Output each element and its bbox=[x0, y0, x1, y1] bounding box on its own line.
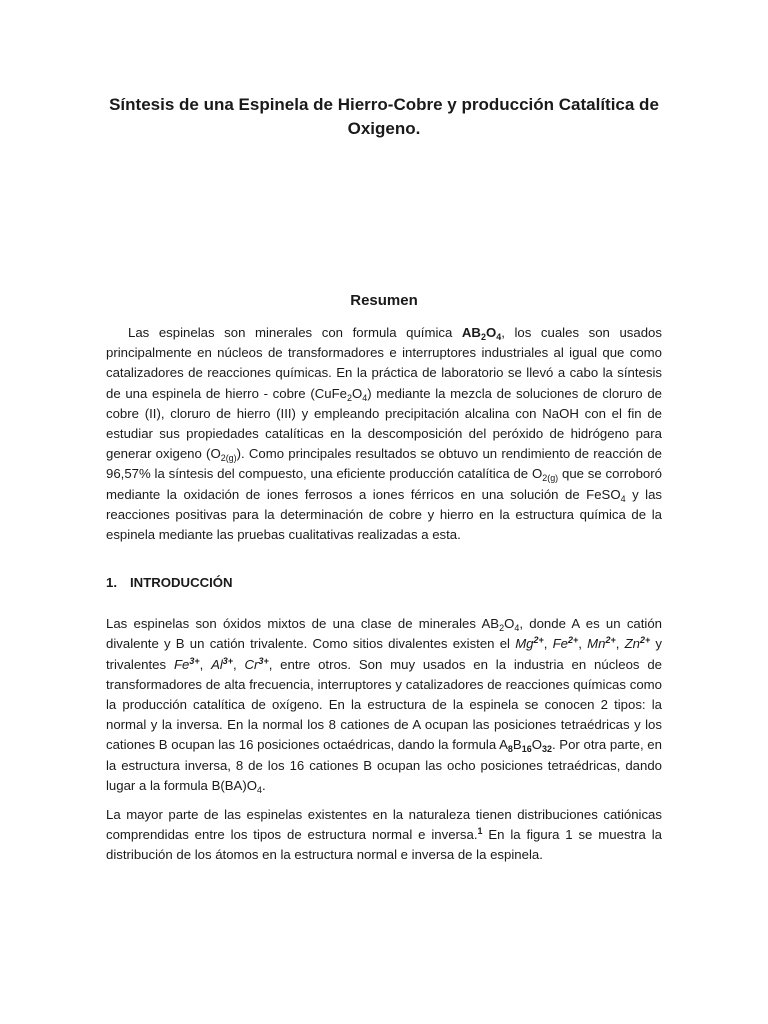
ion-cr: $Cr^{3+}$ bbox=[244, 655, 269, 672]
formula-o2g: $O_{2(g)}$ bbox=[531, 466, 559, 484]
ion-mn: $Mn^{2+}$ bbox=[587, 635, 616, 652]
formula-ab2o4: $AB_2O_4$ bbox=[481, 616, 520, 634]
ion-zn: $Zn^{2+}$ bbox=[624, 635, 651, 652]
ion-fe3: $Fe^{3+}$ bbox=[173, 655, 200, 672]
section-heading-introduccion bbox=[106, 573, 662, 593]
ion-fe2: $Fe^{2+}$ bbox=[552, 635, 579, 652]
intro-paragraph-1: Las espinelas son óxidos mixtos de una clase de minerales $AB_2O_4$, donde A es un catión divalente y B un catión trivalente. Como sitios divalentes existen el $Mg^{2+}$, $Fe^{2+}$, $Mn^{2+}$, $Zn^{2+}$ y trivalentes $Fe^{3+}$, $Al^{3+}$, $Cr^{3+}$, entre otros. Son muy usados en la industria en núcleos de transformadores de alta frecuencia, interruptores y catalizadores de reacciones químicas como la producción catalítica de oxígeno. En la estructura de la espinela se conocen 2 tipos: la normal y la inversa. En la normal los 8 cationes de A ocupan las posiciones tetraédricas y los cationes B ocupan las 16 posiciones octaédricas, dando la formula $A_8B_{16}O_{32}$. Por otra parte, en la estructura inversa, 8 de los 16 cationes B ocupan las ocho posiciones tetraédricas, dando lugar a la formula $B(BA)O_4$. bbox=[106, 616, 663, 795]
formula-bbao4: $B(BA)O_4$ bbox=[211, 777, 262, 795]
ion-al: $Al^{3+}$ bbox=[211, 655, 234, 672]
formula-feso4: FeSO$_4$ bbox=[586, 486, 626, 504]
section-title: INTRODUCCIÓN bbox=[130, 575, 233, 591]
section-number: 1. bbox=[106, 575, 117, 591]
abstract-heading: Resumen bbox=[350, 292, 418, 309]
abstract-paragraph: Las espinelas son minerales con formula química $AB_2O_4$, los cuales son usados principalmente en núcleos de transformadores e interruptores industriales al igual que como catalizadores de reacciones químicas. En la práctica de laboratorio se llevó a cabo la síntesis de una espinela de hierro - cobre $(CuFe_2O_4)$ mediante la mezcla de soluciones de cloruro de cobre (II), cloruro de hierro (III) y empleando precipitación alcalina con NaOH con el fin de estudiar sus propiedades catalíticas en la descomposición del peróxido de hidrógeno para generar oxigeno $(O_{2(g)})$. Como principales resultados se obtuvo un rendimiento de reacción de 96,57% la síntesis del compuesto, una eficiente producción catalítica de $O_{2(g)}$ que se corroboró mediante la oxidación de iones ferrosos a iones férricos en una solución de FeSO$_4$ y las reacciones positivas para la determinación de cobre y hierro en la estructura química de la espinela mediante las pruebas cualitativas realizadas a esta. bbox=[106, 325, 663, 543]
intro-paragraph-2: La mayor parte de las espinelas existentes en la naturaleza tienen distribuciones catiónicas comprendidas entre los tipos de estructura normal e inversa.$^1$ En la figura 1 se muestra la distribución de los átomos en la estructura normal e inversa de la espinela. bbox=[106, 807, 662, 863]
formula-cufe2o4: $CuFe_2O_4$ bbox=[314, 385, 368, 403]
document-title: Síntesis de una Espinela de Hierro-Cobre y producción Catalítica de Oxigeno. bbox=[109, 95, 659, 138]
ion-mg: $Mg^{2+}$ bbox=[515, 635, 544, 652]
reference-marker: 1 bbox=[477, 826, 483, 837]
formula-ab2o4: $AB_2O_4$ bbox=[461, 325, 502, 343]
formula-o2g: $O_{2(g)}$ bbox=[210, 446, 237, 464]
formula-a8b16o32: $A_8B_{16}O_{32}$ bbox=[499, 737, 552, 755]
